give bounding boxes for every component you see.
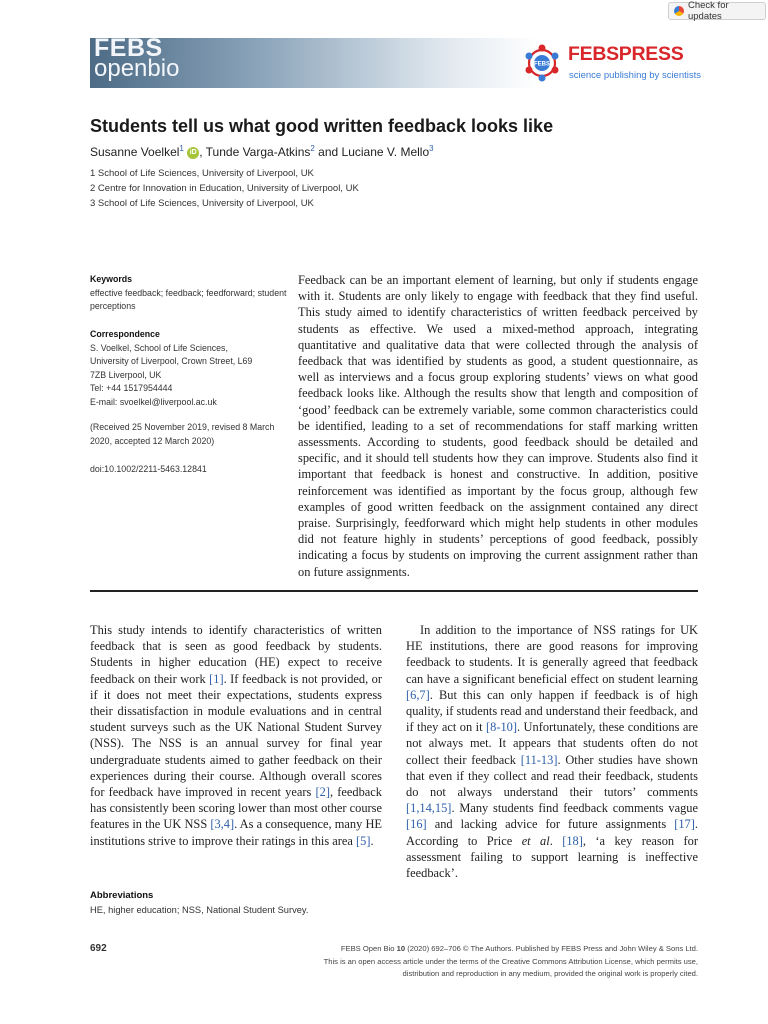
body-text: . Many students find feedback comments vague — [451, 801, 698, 816]
keywords-heading: Keywords — [90, 274, 133, 284]
doi-link[interactable]: doi:10.1002/2211-5463.12841 — [90, 464, 207, 474]
febs-press-logo-icon — [522, 43, 562, 83]
author-affil-sup: 3 — [429, 144, 434, 153]
author-affil-sup: 2 — [310, 144, 315, 153]
correspondence-line: Tel: +44 1517954444 — [90, 383, 173, 393]
footer-publisher: (2020) 692–706 © The Authors. Published by FEBS Press and John Wiley & Sons Ltd. — [405, 944, 698, 953]
body-text: , feedback has consistently been scoring lower than most other course features in the UK NSS — [90, 785, 382, 832]
febs-logo-text: FEBS — [533, 61, 551, 68]
body-column-right — [406, 622, 698, 881]
affiliation: 3 School of Life Sciences, University of Liverpool, UK — [90, 198, 314, 209]
citation-link[interactable]: [16] — [406, 817, 427, 832]
footer-license: This is an open access article under the terms of the Creative Commons Attribution License, which permits use, — [323, 957, 698, 966]
journal-logo-febs: FEBS — [94, 34, 163, 62]
journal-logo-openbio: openbio — [94, 55, 180, 82]
body-text: . — [549, 833, 563, 848]
email-link[interactable]: E-mail: svoelkel@liverpool.ac.uk — [90, 396, 217, 407]
keywords-text: effective feedback; feedback; feedforward; student perceptions — [90, 287, 287, 311]
citation-link[interactable]: [17] — [674, 817, 695, 832]
body-text: . Unfortunately, these conditions are not always met. It appears that students often do not collect their feedback — [406, 720, 698, 767]
body-text: . As a consequence, many HE institutions strive to improve their ratings in this area — [90, 817, 382, 848]
received-dates: (Received 25 November 2019, revised 8 March 2020, accepted 12 March 2020) — [90, 422, 275, 446]
correspondence-section — [90, 328, 290, 409]
correspondence-heading: Correspondence — [90, 329, 160, 339]
author-separator: , — [199, 145, 206, 159]
abstract-text: Feedback can be an important element of learning, but only if students engage with it. Students are only likely to engage with feedback that they find useful. This study aimed to identify characteristics of written feedback perceived by students as effective. We used a mixed-method approach, integrating quantitative and qualitative data that were collected through the analysis of feedback that was identified by students as good, a student questionnaire, as well as interviews and a focus group exploring students’ views on what good feedback looks like. Although the results show that length and composition of ‘good’ feedback can be extremely variable, some common characteristics could be identified, leading to a set of recommendations for staff marking written assessments. According to students, good feedback should be detailed and specific, and it should tell students how they can improve. Students also find it important that feedback is honest and constructive. In addition, positive reinforcement was identified as important by the focus group, although few examples of good written feedback on the assignment contained any direct praise. Surprisingly, feedforward which might help students in other modules did not feature highly in students’ perceptions of good feedback, possibly indicating a focus by students on improving the current assignment rather than on future assignments. — [298, 273, 698, 579]
citation-link[interactable]: [5] — [356, 833, 371, 848]
abbreviations-heading: Abbreviations — [90, 890, 154, 901]
author-separator: and — [314, 145, 342, 159]
affiliation: 1 School of Life Sciences, University of Liverpool, UK — [90, 168, 314, 179]
body-text-italic: et al — [521, 833, 550, 848]
publisher-name: FEBSPRESS — [568, 43, 684, 65]
author-name: Susanne Voelkel — [90, 145, 180, 159]
body-text: . If feedback is not provided, or if it does not meet their expectations, students express their dissatisfaction in module evaluations and in central student surveys such as the UK National Student Survey (NSS). The NSS is an annual survey for final year undergraduate students aimed to gather feedback on their experiences during their course. Although overall scores for feedback have improved in recent years — [90, 671, 382, 800]
body-text: This study intends to identify characteristics of written feedback that is seen as good feedback by students. Students in higher education (HE) expect to receive feedback on their work — [90, 623, 382, 686]
citation-link[interactable]: [18] — [562, 833, 583, 848]
page-number: 692 — [90, 943, 107, 954]
footer-volume: 10 — [396, 944, 406, 953]
citation-link[interactable]: [2] — [315, 785, 330, 800]
body-column-left — [90, 622, 382, 849]
body-text: . According to Price — [406, 817, 698, 848]
body-text: In addition to the importance of NSS ratings for UK HE institutions, there are good reasons for improving feedback to students. It is generally agreed that feedback can have a significant beneficial effect on student learning — [406, 623, 698, 686]
author-name: Luciane V. Mello — [341, 145, 430, 159]
body-text: . But this can only happen if feedback is of high quality, if students read and understand their feedback, and if they act on it — [406, 687, 698, 735]
section-divider — [90, 590, 698, 592]
keywords-section — [90, 273, 290, 314]
author-list — [90, 144, 434, 159]
body-text: , ‘a key reason for assessment failing to support learning is ineffective feedback’. — [406, 833, 698, 881]
citation-link[interactable]: [8-10] — [486, 720, 517, 735]
footer-citation — [341, 944, 698, 953]
crossmark-icon — [674, 6, 684, 16]
check-for-updates-label: Check for updates — [687, 0, 729, 22]
article-title: Students tell us what good written feedback looks like — [90, 116, 554, 136]
orcid-icon[interactable]: iD — [187, 147, 199, 159]
footer-license: distribution and reproduction in any medium, provided the original work is properly cited. — [402, 969, 698, 978]
footer-journal: FEBS Open Bio — [340, 944, 397, 953]
affiliation: 2 Centre for Innovation in Education, University of Liverpool, UK — [90, 183, 359, 194]
check-for-updates-button[interactable] — [668, 2, 766, 20]
correspondence-line: University of Liverpool, Crown Street, L69 — [90, 356, 253, 366]
body-text: and lacking advice for future assignments — [426, 817, 675, 832]
correspondence-line: 7ZB Liverpool, UK — [90, 369, 162, 380]
correspondence-line: S. Voelkel, School of Life Sciences, — [90, 342, 228, 353]
citation-link[interactable]: [3,4] — [210, 817, 235, 832]
citation-link[interactable]: [1] — [209, 671, 224, 686]
author-affil-sup: 1 — [179, 144, 184, 153]
body-text: . Other studies have shown that even if they collect and read their feedback, students do not always understand their tutors’ comments — [406, 752, 698, 800]
citation-link[interactable]: [1,14,15] — [406, 801, 452, 816]
author-name: Tunde Varga-Atkins — [205, 145, 311, 159]
body-text: . — [370, 833, 374, 848]
abbreviations-text: HE, higher education; NSS, National Student Survey. — [90, 905, 309, 915]
citation-link[interactable]: [6,7] — [406, 687, 430, 702]
publisher-tagline: science publishing by scientists — [569, 70, 702, 81]
citation-link[interactable]: [11-13] — [520, 752, 558, 767]
